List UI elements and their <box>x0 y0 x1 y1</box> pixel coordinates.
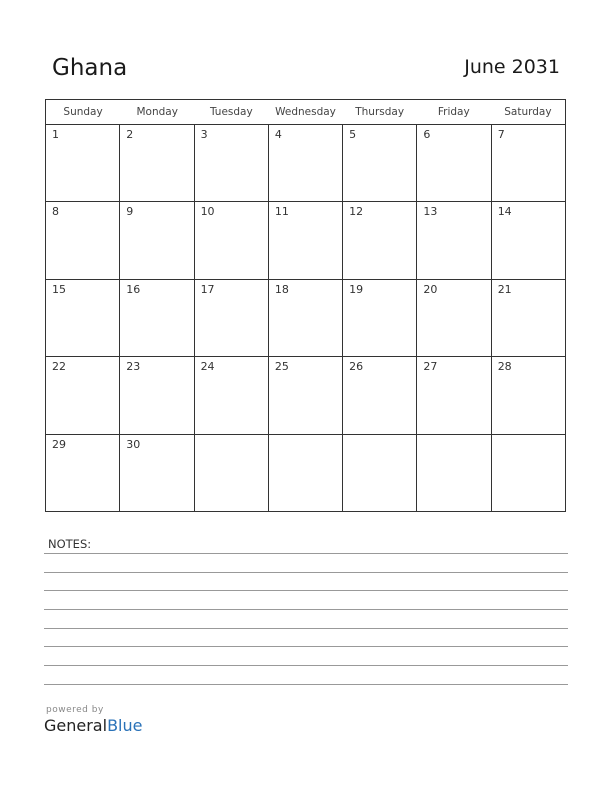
day-cell <box>492 435 565 512</box>
week-row <box>46 435 565 512</box>
day-number: 30 <box>126 437 141 451</box>
day-cell <box>492 125 565 201</box>
weekday-header: Wednesday <box>275 106 336 118</box>
day-number: 8 <box>52 205 59 219</box>
day-cell <box>120 125 194 201</box>
day-cell <box>46 280 120 356</box>
day-cell <box>195 202 269 278</box>
country-title: Ghana <box>52 55 128 81</box>
day-number: 29 <box>52 437 66 451</box>
generalblue-logo <box>44 716 142 735</box>
day-number: 4 <box>274 128 282 141</box>
day-number: 21 <box>497 282 512 296</box>
note-line <box>44 665 568 666</box>
day-cell <box>417 357 491 433</box>
day-cell <box>195 280 269 356</box>
day-cell <box>269 357 343 433</box>
day-number: 14 <box>497 205 512 219</box>
day-cell <box>195 435 269 512</box>
day-cell <box>417 280 491 356</box>
day-number: 20 <box>423 282 438 296</box>
day-number: 5 <box>349 128 357 141</box>
day-cell <box>343 280 417 356</box>
day-number: 25 <box>274 360 289 374</box>
note-line <box>44 684 568 685</box>
day-number: 27 <box>423 360 438 374</box>
weekday-header: Sunday <box>63 106 103 118</box>
weekday-header: Saturday <box>504 106 552 118</box>
note-line <box>44 646 568 647</box>
day-cell <box>343 357 417 433</box>
month-year-title: June 2031 <box>464 56 560 78</box>
day-cell <box>269 125 343 201</box>
day-number: 28 <box>497 360 512 374</box>
day-number: 24 <box>200 360 215 374</box>
note-line <box>44 590 568 591</box>
weekday-header: Monday <box>136 106 178 118</box>
day-number: 10 <box>200 205 215 219</box>
day-number: 26 <box>349 360 364 374</box>
day-cell <box>343 202 417 278</box>
day-number: 11 <box>274 205 289 219</box>
day-cell <box>46 125 120 201</box>
day-number: 3 <box>200 128 208 141</box>
day-cell <box>46 435 120 512</box>
day-cell <box>269 280 343 356</box>
day-cell <box>46 357 120 433</box>
day-number: 16 <box>126 282 141 296</box>
day-cell <box>417 202 491 278</box>
day-number: 9 <box>126 205 134 219</box>
week-row <box>46 202 565 279</box>
day-cell <box>417 435 491 512</box>
day-cell <box>46 202 120 278</box>
day-cell <box>195 125 269 201</box>
day-cell <box>120 280 194 356</box>
day-cell <box>417 125 491 201</box>
note-line <box>44 553 568 554</box>
day-number: 13 <box>423 205 438 219</box>
day-number: 6 <box>423 128 431 141</box>
day-cell <box>269 202 343 278</box>
week-row <box>46 280 565 357</box>
week-row <box>46 125 565 202</box>
logo-text-blue: Blue <box>107 716 143 735</box>
logo-text-general: General <box>44 716 108 735</box>
calendar-grid <box>45 99 566 512</box>
day-number: 19 <box>349 282 364 296</box>
day-cell <box>343 435 417 512</box>
week-row <box>46 357 565 434</box>
day-number: 2 <box>126 128 134 141</box>
day-cell <box>343 125 417 201</box>
notes-label: NOTES: <box>48 537 92 551</box>
powered-by-text: powered by <box>46 705 104 715</box>
note-line <box>44 609 568 610</box>
weekday-header: Friday <box>437 106 470 118</box>
day-number: 18 <box>274 282 289 296</box>
day-cell <box>120 202 194 278</box>
day-cell <box>195 357 269 433</box>
note-line <box>44 572 568 573</box>
weekday-header: Tuesday <box>209 106 253 118</box>
day-number: 7 <box>497 128 505 141</box>
weekday-header: Thursday <box>355 106 405 118</box>
day-cell <box>492 357 565 433</box>
day-number: 22 <box>52 360 66 374</box>
day-cell <box>492 280 565 356</box>
day-number: 23 <box>126 360 141 374</box>
day-cell <box>120 357 194 433</box>
day-cell <box>492 202 565 278</box>
weekday-header-row <box>46 100 565 125</box>
day-number: 12 <box>349 205 364 219</box>
day-cell <box>120 435 194 512</box>
day-number: 1 <box>52 128 59 141</box>
day-cell <box>269 435 343 512</box>
day-number: 15 <box>52 282 66 296</box>
day-number: 17 <box>200 282 215 296</box>
note-line <box>44 628 568 629</box>
